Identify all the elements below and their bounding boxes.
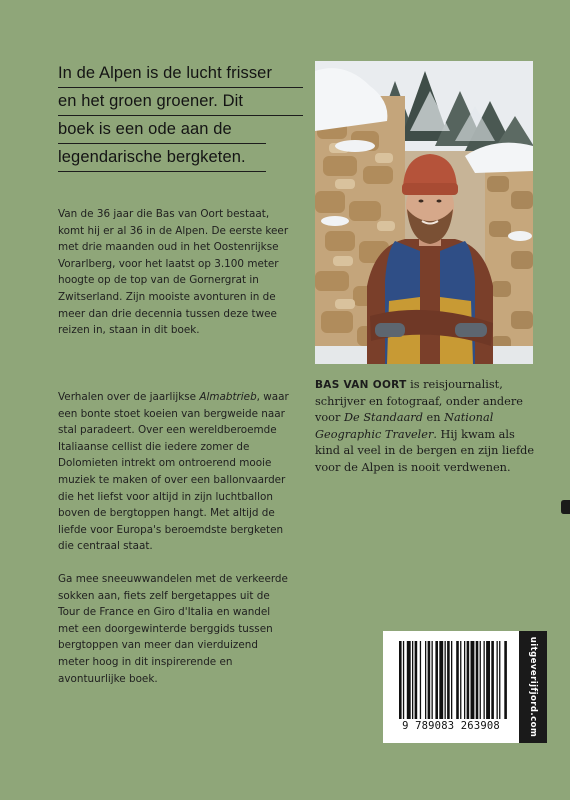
barcode-bar (399, 641, 402, 719)
barcode-bar (415, 641, 418, 719)
text-line: Zwitserland. Zijn mooiste avonturen in de (58, 290, 276, 303)
headline-line: en het groen groener. Dit (58, 88, 303, 116)
text-line: bergtoppen van meer dan vierduizend (58, 639, 258, 652)
author-bio (315, 377, 545, 477)
blurb-paragraph-2 (58, 389, 303, 555)
barcode-bar (425, 641, 426, 719)
text-line: liefde voor Europa's beroemdste bergketen (58, 523, 284, 536)
text-line: met een doorgewinterde berggids tussen (58, 622, 273, 635)
barcode-bar (447, 641, 450, 719)
text-line: Dolomieten intrekt om ontroerend mooie (58, 457, 272, 470)
publication-name: Geographic Traveler (315, 427, 434, 441)
text-line: Van de 36 jaar die Bas van Oort bestaat, (58, 208, 270, 220)
barcode-bar (467, 641, 470, 719)
text-line: komt hij er al 36 in de Alpen. De eerste keer (58, 224, 289, 237)
text-line (315, 410, 545, 427)
isbn-number: 9 789083 263908 (402, 720, 500, 732)
author-name: BAS VAN OORT (315, 379, 407, 391)
barcode-bar (451, 641, 452, 719)
text-span: Verhalen over de jaarlijkse (58, 391, 200, 403)
text-line: boven de bergtoppen hangt. Met altijd de (58, 507, 275, 520)
barcode-bar (464, 641, 465, 719)
barcode-bar (486, 641, 490, 719)
barcode-bar (476, 641, 479, 719)
text-line: reizen in, staan in dit boek. (58, 324, 200, 337)
headline-line: legendarische bergketen. (58, 144, 266, 172)
headline-line: In de Alpen is de lucht frisser (58, 60, 303, 88)
text-line (58, 389, 303, 406)
blurb-paragraph-3 (58, 571, 303, 687)
text-line: een bonte stoet koeien van bergweide naar (58, 407, 285, 420)
headline-line: boek is een ode aan de (58, 116, 266, 144)
text-span: en (422, 411, 445, 425)
barcode-bar (456, 641, 459, 719)
barcode-bar (504, 641, 507, 719)
publication-name: National (444, 411, 494, 425)
text-line: schrijver en fotograaf, onder andere (315, 394, 523, 408)
text-line: Italiaanse cellist die iedere zomer de (58, 440, 250, 453)
text-line (315, 377, 545, 394)
text-line: kind al veel in de bergen en zijn liefde (315, 444, 535, 458)
text-line: stal paradeert. Over een wereldberoemde (58, 424, 277, 437)
text-line: sokken aan, fiets zelf bergetappes uit de (58, 589, 270, 602)
barcode-bar (435, 641, 438, 719)
text-line: Vorarlberg, voor het laatst op 3.100 meter (58, 257, 279, 270)
text-span: is reisjournalist, (406, 378, 503, 391)
headline (58, 60, 303, 172)
text-span: . Hij kwam als (433, 427, 515, 441)
text-line: meter hoog in dit inspirerende en (58, 655, 233, 668)
text-line: die het liefst voor altijd in zijn luchtballon (58, 490, 274, 503)
barcode-bar (420, 641, 421, 719)
text-line: hoogte op de top van de Gornergrat in (58, 274, 259, 287)
text-line: voor de Alpen is nooit verdwenen. (315, 460, 511, 474)
text-line: die centraal staat. (58, 540, 153, 553)
barcode-bar (484, 641, 485, 719)
barcode-bar (471, 641, 475, 719)
barcode-bar (407, 641, 411, 719)
text-line: Ga mee sneeuwwandelen met de verkeerde (58, 573, 288, 585)
publisher-url: uitgeverijfjord.com (528, 636, 538, 738)
text-span: voor (315, 411, 344, 425)
text-line: met drie maanden oud in het Oostenrijkse (58, 241, 279, 254)
text-line: muziek te maken of over een ballonvaarder (58, 473, 286, 486)
text-line: avontuurlijke boek. (58, 672, 158, 685)
italic-term: Almabtrieb (199, 391, 257, 403)
barcode-bar (499, 641, 500, 719)
bookmark-icon (561, 500, 570, 514)
author-photo-illustration (315, 61, 533, 364)
barcode-bar (445, 641, 446, 719)
barcode-bar (480, 641, 481, 719)
blurb-paragraph-1 (58, 206, 303, 339)
barcode-bar (432, 641, 433, 719)
text-line (315, 427, 545, 444)
author-photo (315, 61, 533, 364)
publication-name: De Standaard (343, 411, 423, 425)
text-line: Tour de France en Giro d'Italia en wandel (58, 606, 271, 619)
barcode-bar (412, 641, 413, 719)
text-span: , waar (256, 391, 289, 403)
text-line: meer dan drie decennia tussen deze twee (58, 307, 277, 320)
barcode-bar (403, 641, 404, 719)
barcode-bar (428, 641, 431, 719)
barcode-bar (491, 641, 494, 719)
barcode-bar (439, 641, 443, 719)
barcode-bar (497, 641, 498, 719)
barcode-bar (460, 641, 461, 719)
